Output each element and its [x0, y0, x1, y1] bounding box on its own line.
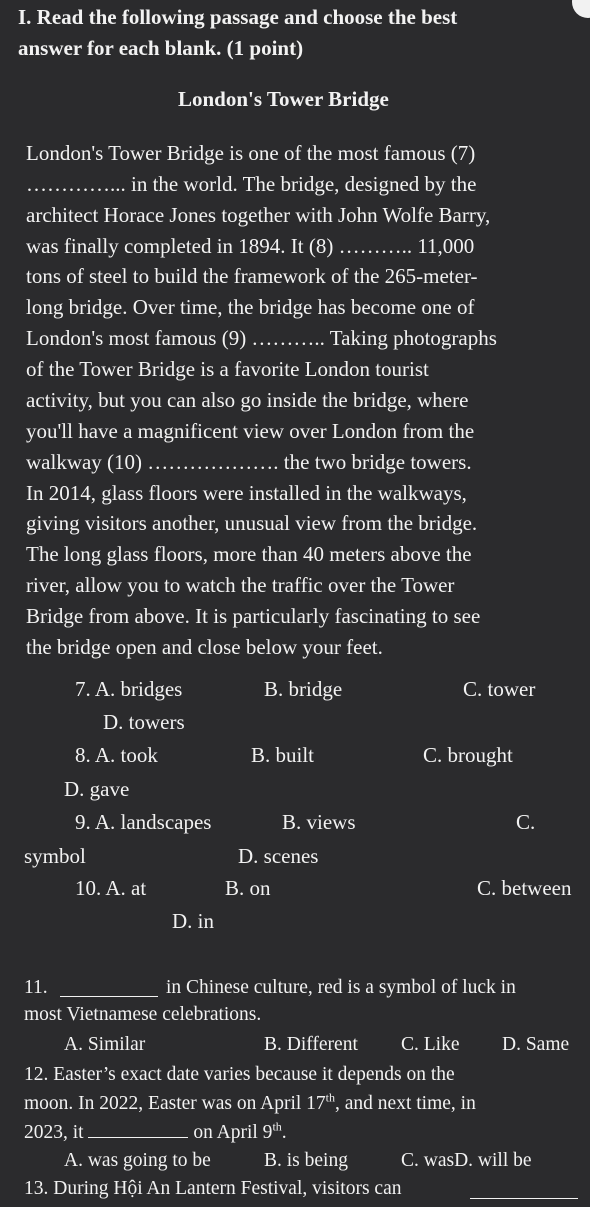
q11-number: 11.	[24, 977, 48, 998]
passage-title: London's Tower Bridge	[178, 87, 389, 111]
q11-blank	[60, 978, 158, 997]
passage-line: you'll have a magnificent view over London from the	[26, 419, 475, 443]
q7-option-b[interactable]: B. bridge	[264, 677, 343, 701]
q11-text-line-2: most Vietnamese celebrations.	[24, 1004, 262, 1025]
q12-blank	[88, 1119, 188, 1138]
q9-option-c-text[interactable]: symbol	[24, 844, 86, 868]
q12-text-line-1: 12. Easter’s exact date varies because it depends on the	[24, 1064, 455, 1085]
q11-option-c[interactable]: C. Like	[401, 1034, 460, 1055]
q11-option-d[interactable]: D. Same	[502, 1034, 570, 1055]
q11-option-b[interactable]: B. Different	[264, 1034, 358, 1055]
passage-line: tons of steel to build the framework of the 265-meter-	[26, 264, 478, 288]
q12-superscript: th	[272, 1119, 282, 1134]
passage-line: long bridge. Over time, the bridge has become one of	[26, 295, 475, 319]
q12-option-c-d[interactable]: C. wasD. will be	[401, 1150, 532, 1171]
passage-line: was finally completed in 1894. It (8) ……….. 11,000	[26, 234, 475, 258]
q12-text: , and next time, in	[335, 1093, 476, 1114]
q9-option-d[interactable]: D. scenes	[238, 844, 319, 868]
q9-option-c[interactable]: C.	[516, 810, 536, 834]
q12-text: 2023, it	[24, 1122, 84, 1143]
q12-text-line-2	[24, 1091, 476, 1117]
q10-option-c[interactable]: C. between	[477, 876, 572, 900]
passage-line: Bridge from above. It is particularly fascinating to see	[26, 604, 481, 628]
q8-option-d[interactable]: D. gave	[64, 777, 130, 801]
passage-line: river, allow you to watch the traffic over the Tower	[26, 573, 455, 597]
q12-text: .	[281, 1122, 287, 1143]
q12-option-a[interactable]: A. was going to be	[64, 1150, 211, 1171]
corner-decoration	[572, 0, 590, 18]
passage-line: the bridge open and close below your feet.	[26, 635, 383, 659]
q8-option-b[interactable]: B. built	[251, 743, 315, 767]
instructions-line-1: I. Read the following passage and choose the best	[18, 5, 458, 29]
q13-blank	[470, 1180, 578, 1199]
q7-option-a[interactable]: 7. A. bridges	[75, 677, 183, 701]
instructions-line-2: answer for each blank. (1 point)	[18, 36, 304, 60]
passage-line: London's most famous (9) ……….. Taking photographs	[26, 326, 497, 350]
q8-option-c[interactable]: C. brought	[423, 743, 513, 767]
q12-text-line-3	[24, 1119, 287, 1146]
q10-option-b[interactable]: B. on	[225, 876, 271, 900]
passage-line: London's Tower Bridge is one of the most famous (7)	[26, 141, 476, 165]
q12-text: on April 9	[193, 1122, 273, 1143]
q9-option-a[interactable]: 9. A. landscapes	[75, 810, 212, 834]
passage-line: …………... in the world. The bridge, designed by the	[26, 172, 477, 196]
q12-option-b[interactable]: B. is being	[264, 1150, 348, 1171]
passage-line: The long glass floors, more than 40 meters above the	[26, 542, 472, 566]
q10-option-d[interactable]: D. in	[172, 909, 214, 933]
passage-line: architect Horace Jones together with John Wolfe Barry,	[26, 203, 491, 227]
q13-text: 13. During Hội An Lantern Festival, visitors can	[24, 1178, 402, 1199]
q12-text: moon. In 2022, Easter was on April 17	[24, 1093, 326, 1114]
passage-line: walkway (10) ………………. the two bridge towers.	[26, 450, 472, 474]
q8-option-a[interactable]: 8. A. took	[75, 743, 158, 767]
q7-option-d[interactable]: D. towers	[103, 710, 185, 734]
passage-line: activity, but you can also go inside the bridge, where	[26, 388, 469, 412]
q10-option-a[interactable]: 10. A. at	[75, 876, 147, 900]
q7-option-c[interactable]: C. tower	[463, 677, 536, 701]
passage-line: In 2014, glass floors were installed in the walkways,	[26, 481, 467, 505]
q11-option-a[interactable]: A. Similar	[64, 1034, 146, 1055]
q9-option-b[interactable]: B. views	[282, 810, 356, 834]
q12-superscript: th	[325, 1090, 336, 1105]
q11-text: in Chinese culture, red is a symbol of luck in	[166, 977, 516, 998]
passage-line: of the Tower Bridge is a favorite London tourist	[26, 357, 429, 381]
passage-line: giving visitors another, unusual view from the bridge.	[26, 511, 478, 535]
